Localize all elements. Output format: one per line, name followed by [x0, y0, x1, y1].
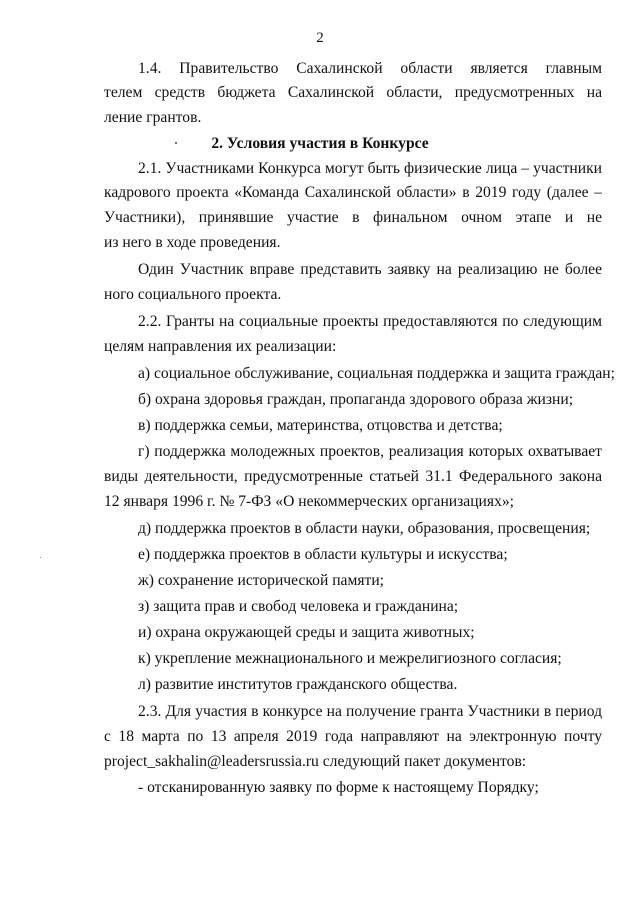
- page-number: 2: [316, 30, 324, 46]
- list-item: л) развитие институтов гражданского общества.: [138, 676, 458, 693]
- list-item: - отсканированную заявку по форме к настоящему Порядку;: [138, 779, 539, 796]
- text-line: Участники), принявшие участие в финальном очном этапе и не: [104, 209, 602, 226]
- text-line: из него в ходе проведения.: [104, 234, 281, 251]
- text-line: project_sakhalin@leadersrussia.ru следующий пакет документов:: [104, 753, 527, 770]
- text-line: целям направления их реализации:: [104, 338, 337, 355]
- text-line: 12 января 1996 г. № 7-ФЗ «О некоммерческих организациях»;: [104, 493, 515, 510]
- text-line: кадрового проекта «Команда Сахалинской области» в 2019 году (далее –: [104, 184, 602, 201]
- list-item: и) охрана окружающей среды и защита животных;: [138, 624, 475, 641]
- speck-mark: [40, 557, 41, 558]
- text-line: 2.2. Гранты на социальные проекты предоставляются по следующим: [138, 313, 602, 330]
- text-line: Один Участник вправе представить заявку на реализацию не более: [138, 261, 602, 278]
- text-line: 2.1. Участниками Конкурса могут быть физические лица – участники: [138, 160, 602, 177]
- list-item: д) поддержка проектов в области науки, образования, просвещения;: [138, 520, 591, 537]
- list-item: в) поддержка семьи, материнства, отцовства и детства;: [138, 417, 503, 434]
- text-line: виды деятельности, предусмотренные статьей 31.1 Федерального закона: [104, 468, 602, 485]
- section-heading: 2. Условия участия в Конкурсе: [211, 135, 429, 152]
- text-line: телем средств бюджета Сахалинской области, предусмотренных на: [104, 84, 602, 101]
- text-line: 2.3. Для участия в конкурсе на получение гранта Участники в период: [138, 703, 602, 720]
- list-item: б) охрана здоровья граждан, пропаганда здорового образа жизни;: [138, 391, 574, 408]
- text-line: ление грантов.: [104, 109, 202, 126]
- list-item: ж) сохранение исторической памяти;: [138, 572, 384, 589]
- list-item: к) укрепление межнационального и межрелигиозного согласия;: [138, 650, 562, 667]
- text-line: 1.4. Правительство Сахалинской области является главным: [138, 60, 602, 77]
- list-item: а) социальное обслуживание, социальная поддержка и защита граждан;: [138, 365, 615, 382]
- list-item: г) поддержка молодежных проектов, реализация которых охватывает: [138, 443, 602, 460]
- list-item: з) защита прав и свобод человека и гражданина;: [138, 598, 459, 615]
- text-line: ного социального проекта.: [104, 286, 282, 303]
- list-item: е) поддержка проектов в области культуры и искусства;: [138, 546, 508, 563]
- text-line: с 18 марта по 13 апреля 2019 года направляют на электронную почту: [104, 728, 602, 745]
